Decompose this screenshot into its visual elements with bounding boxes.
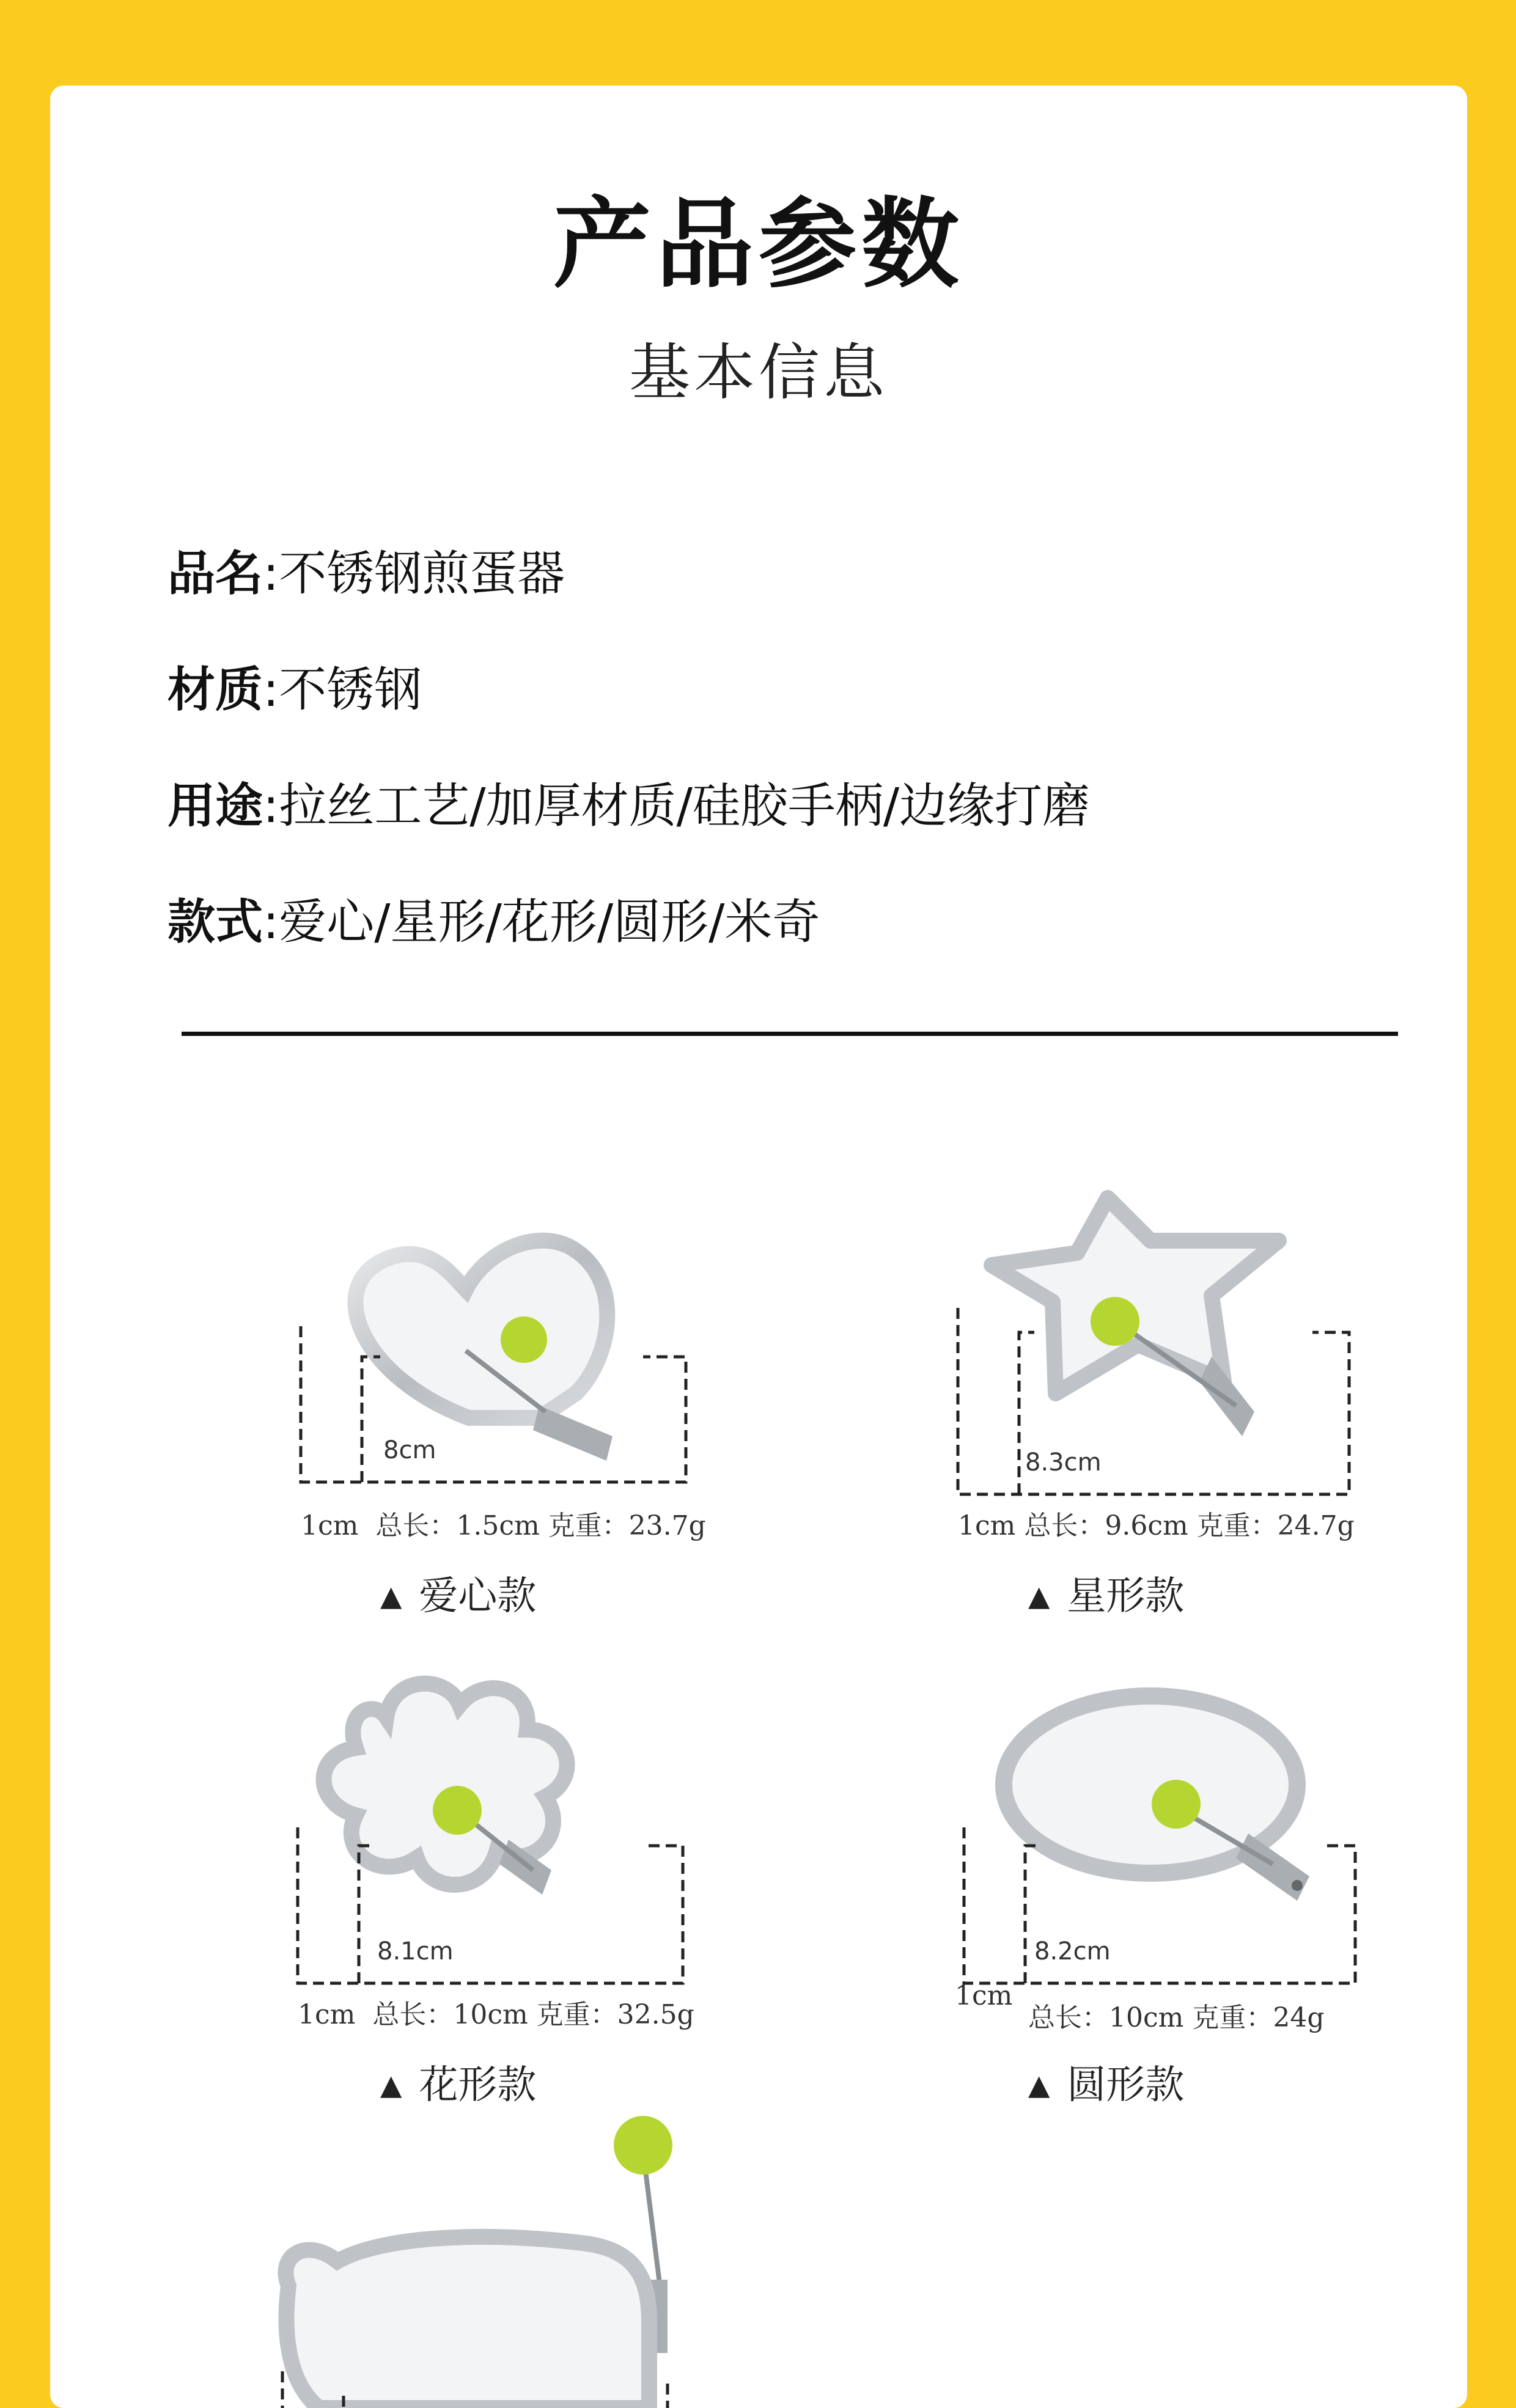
spec-line [298,1992,694,2032]
height-label: 1cm [298,1999,356,2030]
mickey-egg-ring-icon [221,2078,771,2408]
spec-separator: : [263,779,279,834]
product-round [906,1638,1444,2108]
product-mickey [221,2078,771,2408]
product-star [906,1149,1444,1619]
spec-key: 用途 [167,779,263,834]
spec-row-style [167,895,820,950]
spec-detail: 总长：10cm 克重：24g [1028,2002,1325,2033]
flower-egg-ring-icon [240,1638,778,2102]
spec-detail: 总长：1.5cm 克重：23.7g [375,1510,706,1541]
triangle-up-icon: ▲ [1028,1579,1050,1612]
spec-separator: : [263,895,279,950]
spec-key: 材质 [167,663,263,718]
spec-key: 款式 [167,895,263,950]
spec-value: 爱心/星形/花形/圆形/米奇 [279,895,820,950]
spec-value: 拉丝工艺/加厚材质/硅胶手柄/边缘打磨 [279,779,1091,834]
width-label: 8cm [383,1436,436,1464]
product-flower [240,1638,778,2108]
spec-line [958,1503,1355,1543]
spec-separator: : [263,546,279,601]
triangle-up-icon: ▲ [1028,2068,1050,2101]
triangle-up-icon: ▲ [380,1579,402,1612]
page-subtitle: 基本信息 [629,337,888,408]
width-label: 8.3cm [1025,1448,1102,1477]
spec-row-usage [167,779,1091,834]
height-label: 1cm [958,1510,1016,1541]
product-name: 星形款 [1067,1574,1185,1619]
page-title: 产品参数 [553,187,964,301]
spec-value: 不锈钢 [279,663,422,718]
spec-row-name [167,546,565,601]
content-card [50,86,1467,2408]
height-label: 1cm [955,1980,1013,2011]
heart-egg-ring-icon [246,1173,765,1613]
product-name: 圆形款 [1067,2063,1185,2108]
product-caption [380,1565,536,1621]
spec-key: 品名 [167,546,263,601]
divider [182,1032,1398,1036]
spec-separator: : [263,663,279,718]
spec-detail: 总长：10cm 克重：32.5g [372,1999,694,2030]
spec-value: 不锈钢煎蛋器 [279,546,565,601]
product-name: 花形款 [419,2063,537,2108]
spec-detail: 总长：9.6cm 克重：24.7g [1024,1510,1355,1541]
width-label: 8.1cm [377,1937,454,1966]
product-caption [1028,2054,1184,2110]
product-caption [1028,1565,1184,1621]
spec-line [301,1503,706,1543]
height-label: 1cm [301,1510,359,1541]
width-label: 8.2cm [1034,1937,1111,1966]
product-name: 爱心款 [419,1574,537,1619]
triangle-up-icon: ▲ [380,2068,402,2101]
star-egg-ring-icon [906,1149,1444,1613]
product-heart [246,1173,765,1619]
spec-row-material [167,663,422,718]
